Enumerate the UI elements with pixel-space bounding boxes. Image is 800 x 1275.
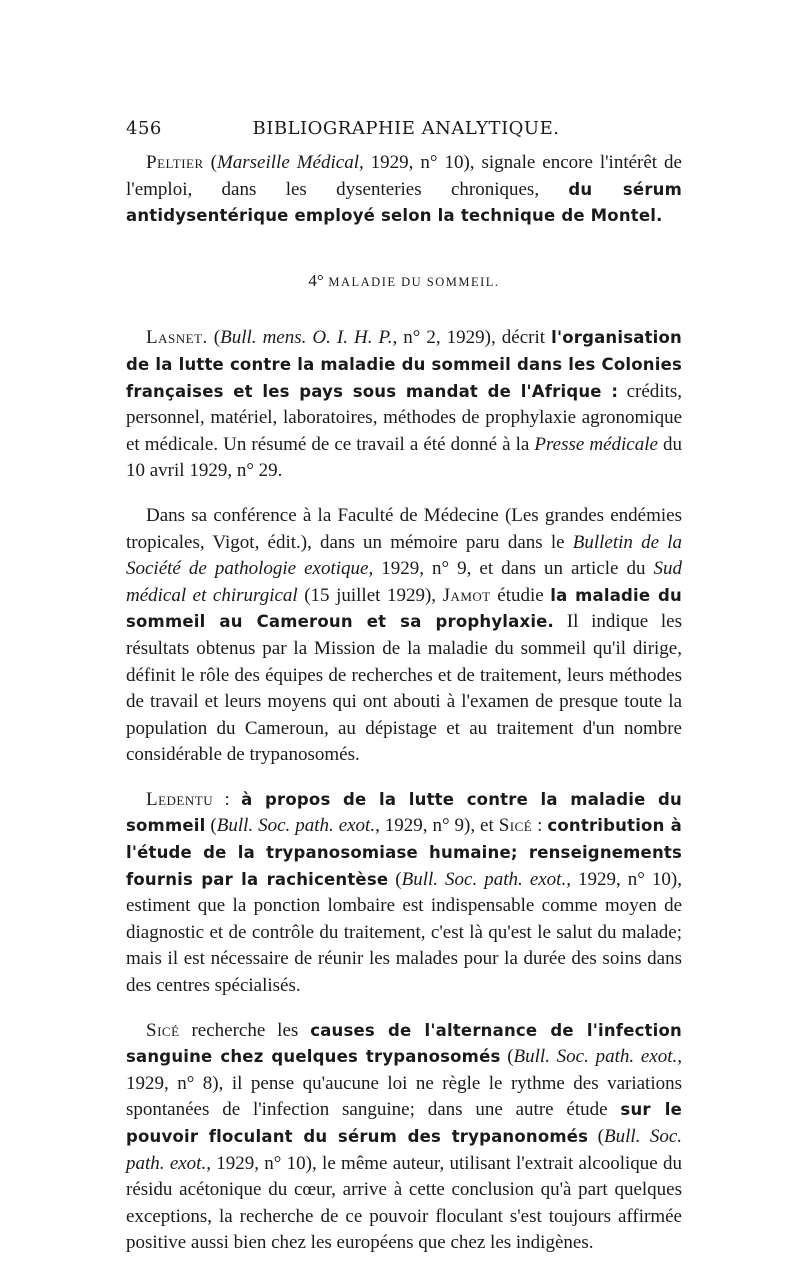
bold-topic: contribution à l'étude de la trypanosomiase humaine; renseignements fournis par la rachicentèse [126, 816, 683, 889]
text: : [532, 815, 548, 837]
journal-title: Bull. Soc. path. exot., [401, 868, 571, 890]
paragraph-peltier [126, 150, 682, 230]
paragraph-lasnet [126, 325, 682, 485]
author-name: Ledentu [146, 788, 214, 810]
text: ( [500, 1046, 514, 1068]
journal-title: Bull. Soc. path. exot., [126, 1126, 682, 1174]
text: (15 juillet 1929), [297, 584, 443, 606]
author-name: Lasnet. [146, 327, 208, 349]
text: ( [588, 1126, 604, 1147]
bold-topic: à propos de la lutte contre la maladie du sommeil [126, 789, 683, 836]
text: ( [388, 868, 402, 890]
journal-title: Bull. Soc. path. exot., [513, 1046, 682, 1068]
text: 1929, n° 9), et [379, 815, 499, 837]
section-number: 4° [308, 270, 324, 290]
author-name: Sicé [498, 815, 533, 837]
text: n° 2, 1929), décrit [397, 327, 552, 349]
paragraph-sice [126, 1018, 682, 1257]
author-name: Jamot [442, 584, 491, 606]
paragraph-ledentu [126, 787, 682, 1000]
text: du 10 avril 1929, n° 29. [126, 433, 682, 482]
text: 1929, n° 9, et dans un article du [373, 558, 654, 580]
bold-topic: la maladie du sommeil au Cameroun et sa prophylaxie. [126, 585, 682, 632]
bold-topic: causes de l'alternance de l'infection sanguine chez quelques trypanosomés [126, 1020, 682, 1067]
text: crédits, personnel, matériel, laboratoires, méthodes de prophylaxie agronomique et médicale. Un résumé de ce travail a été donné à la [126, 380, 682, 455]
text: ( [207, 327, 221, 349]
text: Dans sa conférence à la Faculté de Médecine (Les grandes endémies tropicales, Vigot, édit.), dans un mémoire paru dans le [126, 504, 682, 553]
section-heading [126, 268, 682, 296]
text: 1929, n° 10), estiment que la ponction lombaire est indispensable comme moyen de diagnostic et de contrôle du traitement, c'est là qu'est le salut du malade; mais il est nécessaire de réunir les malades pour la durée des soins dans des centres spécialisés. [126, 868, 682, 997]
text: 1929, n° 10), signale encore l'intérêt de l'emploi, dans les dysenteries chroniques, [126, 152, 682, 200]
journal-title: Bull. Soc. path. exot., [216, 815, 380, 837]
text: ( [203, 152, 217, 173]
journal-title: Sud médical et chirurgical [126, 558, 682, 606]
text: 1929, n° 8), il pense qu'aucune loi ne règle le rythme des variations spontanées de l'infection sanguine; dans une autre étude [126, 1072, 682, 1121]
author-name: Peltier [146, 152, 204, 173]
journal-title: Presse médicale [534, 433, 658, 455]
bold-topic: du sérum antidysentérique employé selon la technique de Montel. [126, 179, 682, 226]
page-body [126, 150, 682, 1275]
text: recherche les [179, 1019, 311, 1041]
text: Il indique les résultats obtenus par la Mission de la maladie du sommeil qu'il dirige, définit le rôle des équipes de recherches et de traitement, leurs méthodes de travail et leurs moyens qui ont abouti à l'examen de presque toute la population du Cameroun, au dépistage et au traitement d'un nombre considérable de trypanosomés. [126, 611, 682, 766]
author-name: Sicé [146, 1019, 180, 1041]
section-title: MALADIE DU SOMMEIL. [328, 274, 500, 289]
text: : [213, 788, 242, 810]
journal-title: Bull. mens. O. I. H. P., [220, 327, 398, 349]
bold-topic: sur le pouvoir floculant du sérum des trypanonomés [126, 1100, 683, 1146]
journal-title: Marseille Médical, [216, 152, 364, 173]
running-title: BIBLIOGRAPHIE ANALYTIQUE. [252, 118, 560, 139]
text: 1929, n° 10), le même auteur, utilisant l'extrait alcoolique du résidu acétonique du cœur, arrive à cette conclusion qu'à part quelques exceptions, la recherche de ce pouvoir floculant s'est toujours affirmée positive aussi bien chez les européens que chez les indigènes. [126, 1152, 682, 1254]
text: étudie [490, 584, 551, 606]
journal-title: Bulletin de la Société de pathologie exotique, [126, 531, 682, 580]
paragraph-jamot [126, 503, 682, 769]
page-number: 456 [126, 118, 162, 139]
text: ( [205, 815, 217, 837]
bold-topic: l'organisation de la lutte contre la maladie du sommeil dans les Colonies françaises et les pays sous mandat de l'Afrique : [126, 328, 683, 401]
